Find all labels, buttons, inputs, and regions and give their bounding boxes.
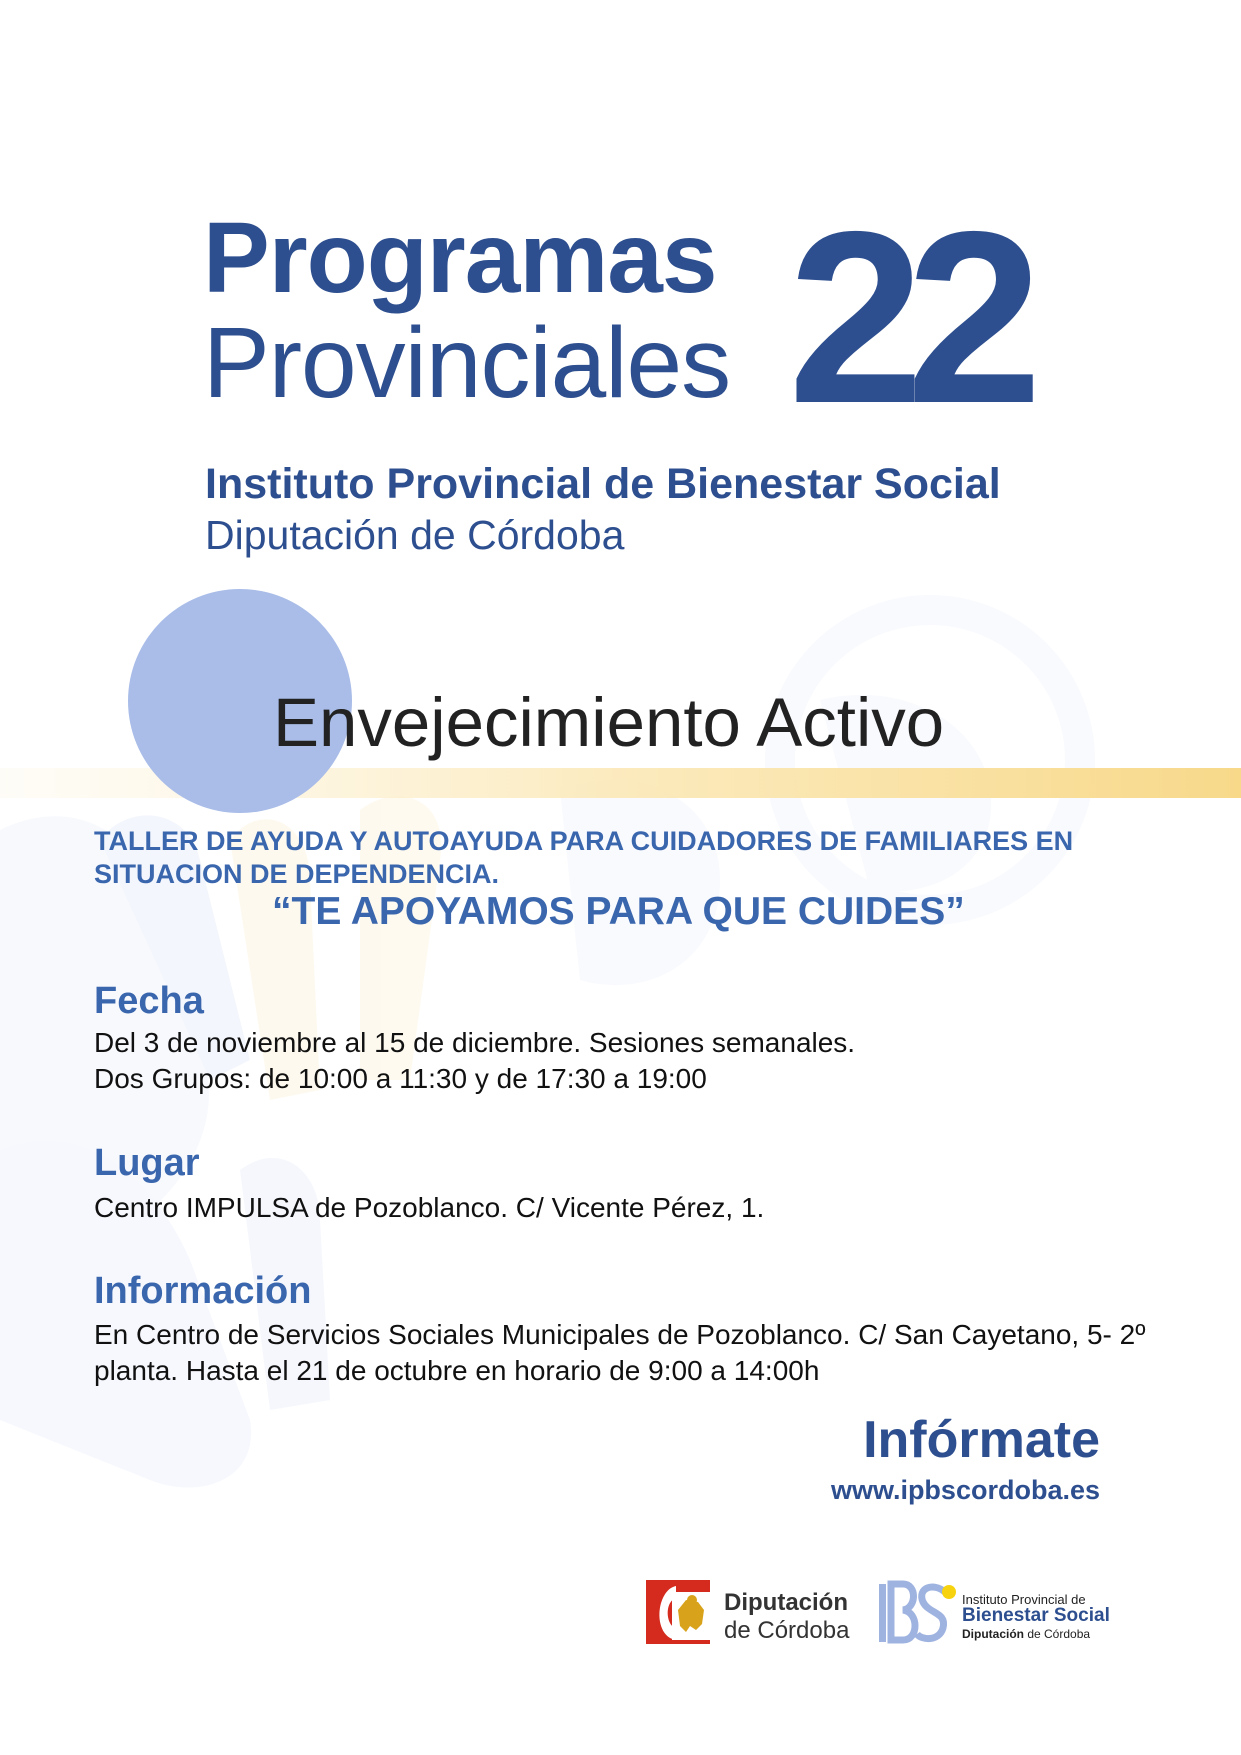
ipbs-logo-icon — [877, 1578, 957, 1646]
logo-ipbs-line-3-rest: de Córdoba — [1024, 1627, 1091, 1641]
lugar-line-1: Centro IMPULSA de Pozoblanco. C/ Vicente Pérez, 1. — [94, 1192, 765, 1223]
informate-heading: Infórmate — [863, 1411, 1100, 1469]
program-title: Envejecimiento Activo — [273, 684, 945, 761]
year-number: 22 — [788, 180, 1025, 454]
logo-ipbs-line-3-bold: Diputación — [962, 1627, 1024, 1641]
diputacion-logo-icon — [646, 1580, 714, 1646]
section-heading-informacion: Información — [94, 1270, 312, 1312]
organization-name: Diputación de Córdoba — [205, 512, 625, 558]
fecha-line-1: Del 3 de noviembre al 15 de diciembre. Sesiones semanales. — [94, 1027, 856, 1058]
website-link[interactable]: www.ipbscordoba.es — [830, 1475, 1100, 1505]
title-line-1: Programas — [203, 202, 717, 314]
section-heading-fecha: Fecha — [94, 980, 204, 1022]
logo-diputacion-line-1: Diputación — [724, 1589, 848, 1616]
logo-diputacion-line-2: de Córdoba — [724, 1617, 850, 1644]
logo-ipbs-line-2: Bienestar Social — [962, 1605, 1110, 1626]
title-line-2: Provinciales — [203, 307, 731, 419]
event-slogan: “TE APOYAMOS PARA QUE CUIDES” — [272, 890, 965, 933]
informacion-text: En Centro de Servicios Sociales Municipales de Pozoblanco. C/ San Cayetano, 5- 2º planta. Hasta el 21 de octubre en horario de 9:00 a 14:00h — [94, 1319, 1146, 1386]
fecha-line-2: Dos Grupos: de 10:00 a 11:30 y de 17:30 a 19:00 — [94, 1063, 707, 1094]
section-heading-lugar: Lugar — [94, 1142, 200, 1184]
logo-ipbs-line-1: Instituto Provincial de — [962, 1592, 1086, 1607]
institute-name: Instituto Provincial de Bienestar Social — [205, 460, 1001, 508]
event-description: TALLER DE AYUDA Y AUTOAYUDA PARA CUIDADORES DE FAMILIARES EN SITUACION DE DEPENDENCIA. — [94, 826, 1074, 889]
logo-ipbs-line-3 — [962, 1627, 1090, 1641]
